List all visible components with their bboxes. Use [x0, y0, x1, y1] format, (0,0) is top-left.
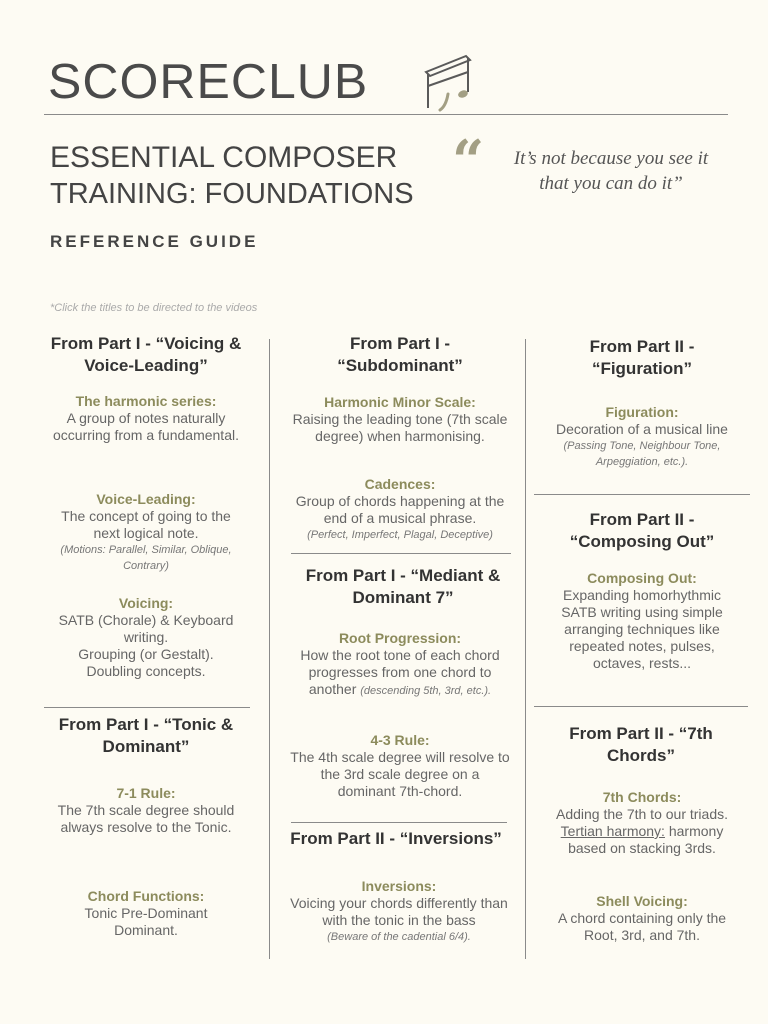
term-title: The harmonic series: [75, 393, 217, 409]
title-line-2: TRAINING: FOUNDATIONS [50, 178, 414, 210]
col2-block-4-3-rule [290, 732, 510, 800]
term-definition: A group of notes naturally occurring from a fundamental. [53, 410, 239, 443]
col3-block-composing-out [546, 570, 738, 672]
col3-heading-composing-out[interactable]: From Part II - “Composing Out” [569, 510, 715, 551]
section-divider [44, 707, 250, 708]
section-divider [291, 822, 507, 823]
term-definition-3: Doubling concepts. [86, 663, 206, 679]
term-note: (Motions: Parallel, Similar, Oblique, Contrary) [60, 544, 232, 572]
title-line-1: ESSENTIAL COMPOSER [50, 141, 398, 174]
col1-block-voicing [48, 595, 244, 680]
quote [486, 146, 736, 196]
col2-heading-subdominant[interactable]: From Part I - “Subdominant” [337, 334, 463, 375]
music-note-icon [420, 52, 480, 116]
col2-heading-mediant[interactable]: From Part I - “Mediant & Dominant 7” [305, 566, 501, 607]
col2-block-cadences [285, 476, 515, 543]
term-definition: Expanding homorhythmic SATB writing using simple arranging techniques like repeated notes, pulses, octaves, rests... [561, 587, 723, 671]
section-divider [291, 553, 511, 554]
term-note: (descending 5th, 3rd, etc.). [360, 685, 492, 697]
term-title: 4-3 Rule: [370, 732, 430, 748]
term-definition: Voicing your chords differently than with the tonic in the bass [290, 895, 508, 928]
term-title: Harmonic Minor Scale: [324, 394, 476, 410]
term-definition: Group of chords happening at the end of a musical phrase. [295, 493, 505, 526]
tertian-harmony-link[interactable]: Tertian harmony: [560, 823, 665, 839]
col2-block-inversions [288, 878, 510, 945]
quote-mark-icon: “ [452, 128, 485, 194]
term-title: Voicing: [118, 595, 174, 611]
term-title: 7-1 Rule: [116, 785, 176, 801]
term-note: (Beware of the cadential 6/4). [327, 931, 471, 943]
term-note: (Perfect, Imperfect, Plagal, Deceptive) [307, 529, 493, 541]
col3-block-shell-voicing [542, 893, 742, 944]
term-title: 7th Chords: [602, 789, 682, 805]
term-definition-2: Grouping (or Gestalt). [78, 646, 214, 662]
term-title: Composing Out: [587, 570, 697, 586]
page-title [50, 140, 450, 212]
term-definition: The concept of going to the next logical note. [61, 508, 231, 541]
col1-block-chord-functions [56, 888, 236, 939]
term-definition: The 7th scale degree should always resolve to the Tonic. [57, 802, 235, 835]
term-title: Inversions: [361, 878, 437, 894]
col2-block-harmonic-minor [290, 394, 510, 445]
term-definition: Tonic Pre-Dominant Dominant. [84, 905, 208, 938]
col1-heading-voicing[interactable]: From Part I - “Voicing & Voice-Leading” [50, 334, 242, 375]
term-title: Voice-Leading: [96, 491, 196, 507]
col2-heading-inversions[interactable]: From Part II - “Inversions” [290, 829, 502, 848]
col3-heading-figuration[interactable]: From Part II - “Figuration” [589, 337, 695, 378]
col1-block-7-1-rule [56, 785, 236, 836]
section-divider [534, 706, 748, 707]
term-definition: Raising the leading tone (7th scale degree) when harmonising. [292, 411, 508, 444]
term-title: Chord Functions: [87, 888, 205, 904]
col3-block-figuration [542, 404, 742, 470]
reference-guide-label: REFERENCE GUIDE [50, 232, 259, 251]
quote-line-2: that you can do it” [539, 173, 683, 194]
col3-heading-7th-chords[interactable]: From Part II - “7th Chords” [569, 724, 713, 765]
term-definition: Adding the 7th to our triads. [556, 806, 728, 822]
col2-block-root-progression [286, 630, 514, 700]
term-definition: Decoration of a musical line [556, 421, 728, 437]
term-title: Root Progression: [338, 630, 462, 646]
term-definition: SATB (Chorale) & Keyboard writing. [58, 612, 234, 645]
col3-block-7th-chords [542, 789, 742, 857]
term-definition-2: harmony based on stacking 3rds. [568, 823, 724, 856]
term-definition: How the root tone of each chord progresses from one chord to another [300, 647, 500, 697]
column-divider-2 [525, 339, 526, 959]
term-title: Shell Voicing: [596, 893, 688, 909]
click-note: *Click the titles to be directed to the videos [50, 302, 258, 314]
col1-block-harmonic-series [50, 393, 242, 444]
quote-line-1: It’s not because you see it [513, 148, 709, 169]
section-divider [534, 494, 750, 495]
term-definition: The 4th scale degree will resolve to the 3rd scale degree on a dominant 7th-chord. [290, 749, 510, 799]
column-divider-1 [269, 339, 270, 959]
header-divider [44, 114, 728, 115]
term-title: Figuration: [605, 404, 679, 420]
term-title: Cadences: [364, 476, 436, 492]
term-definition: A chord containing only the Root, 3rd, and 7th. [557, 910, 727, 943]
logo-wordmark: SCORECLUB [48, 55, 369, 109]
col1-block-voice-leading [48, 491, 244, 574]
term-note: (Passing Tone, Neighbour Tone, Arpeggiation, etc.). [563, 440, 721, 468]
col1-heading-tonic-dominant[interactable]: From Part I - “Tonic & Dominant” [58, 715, 234, 756]
